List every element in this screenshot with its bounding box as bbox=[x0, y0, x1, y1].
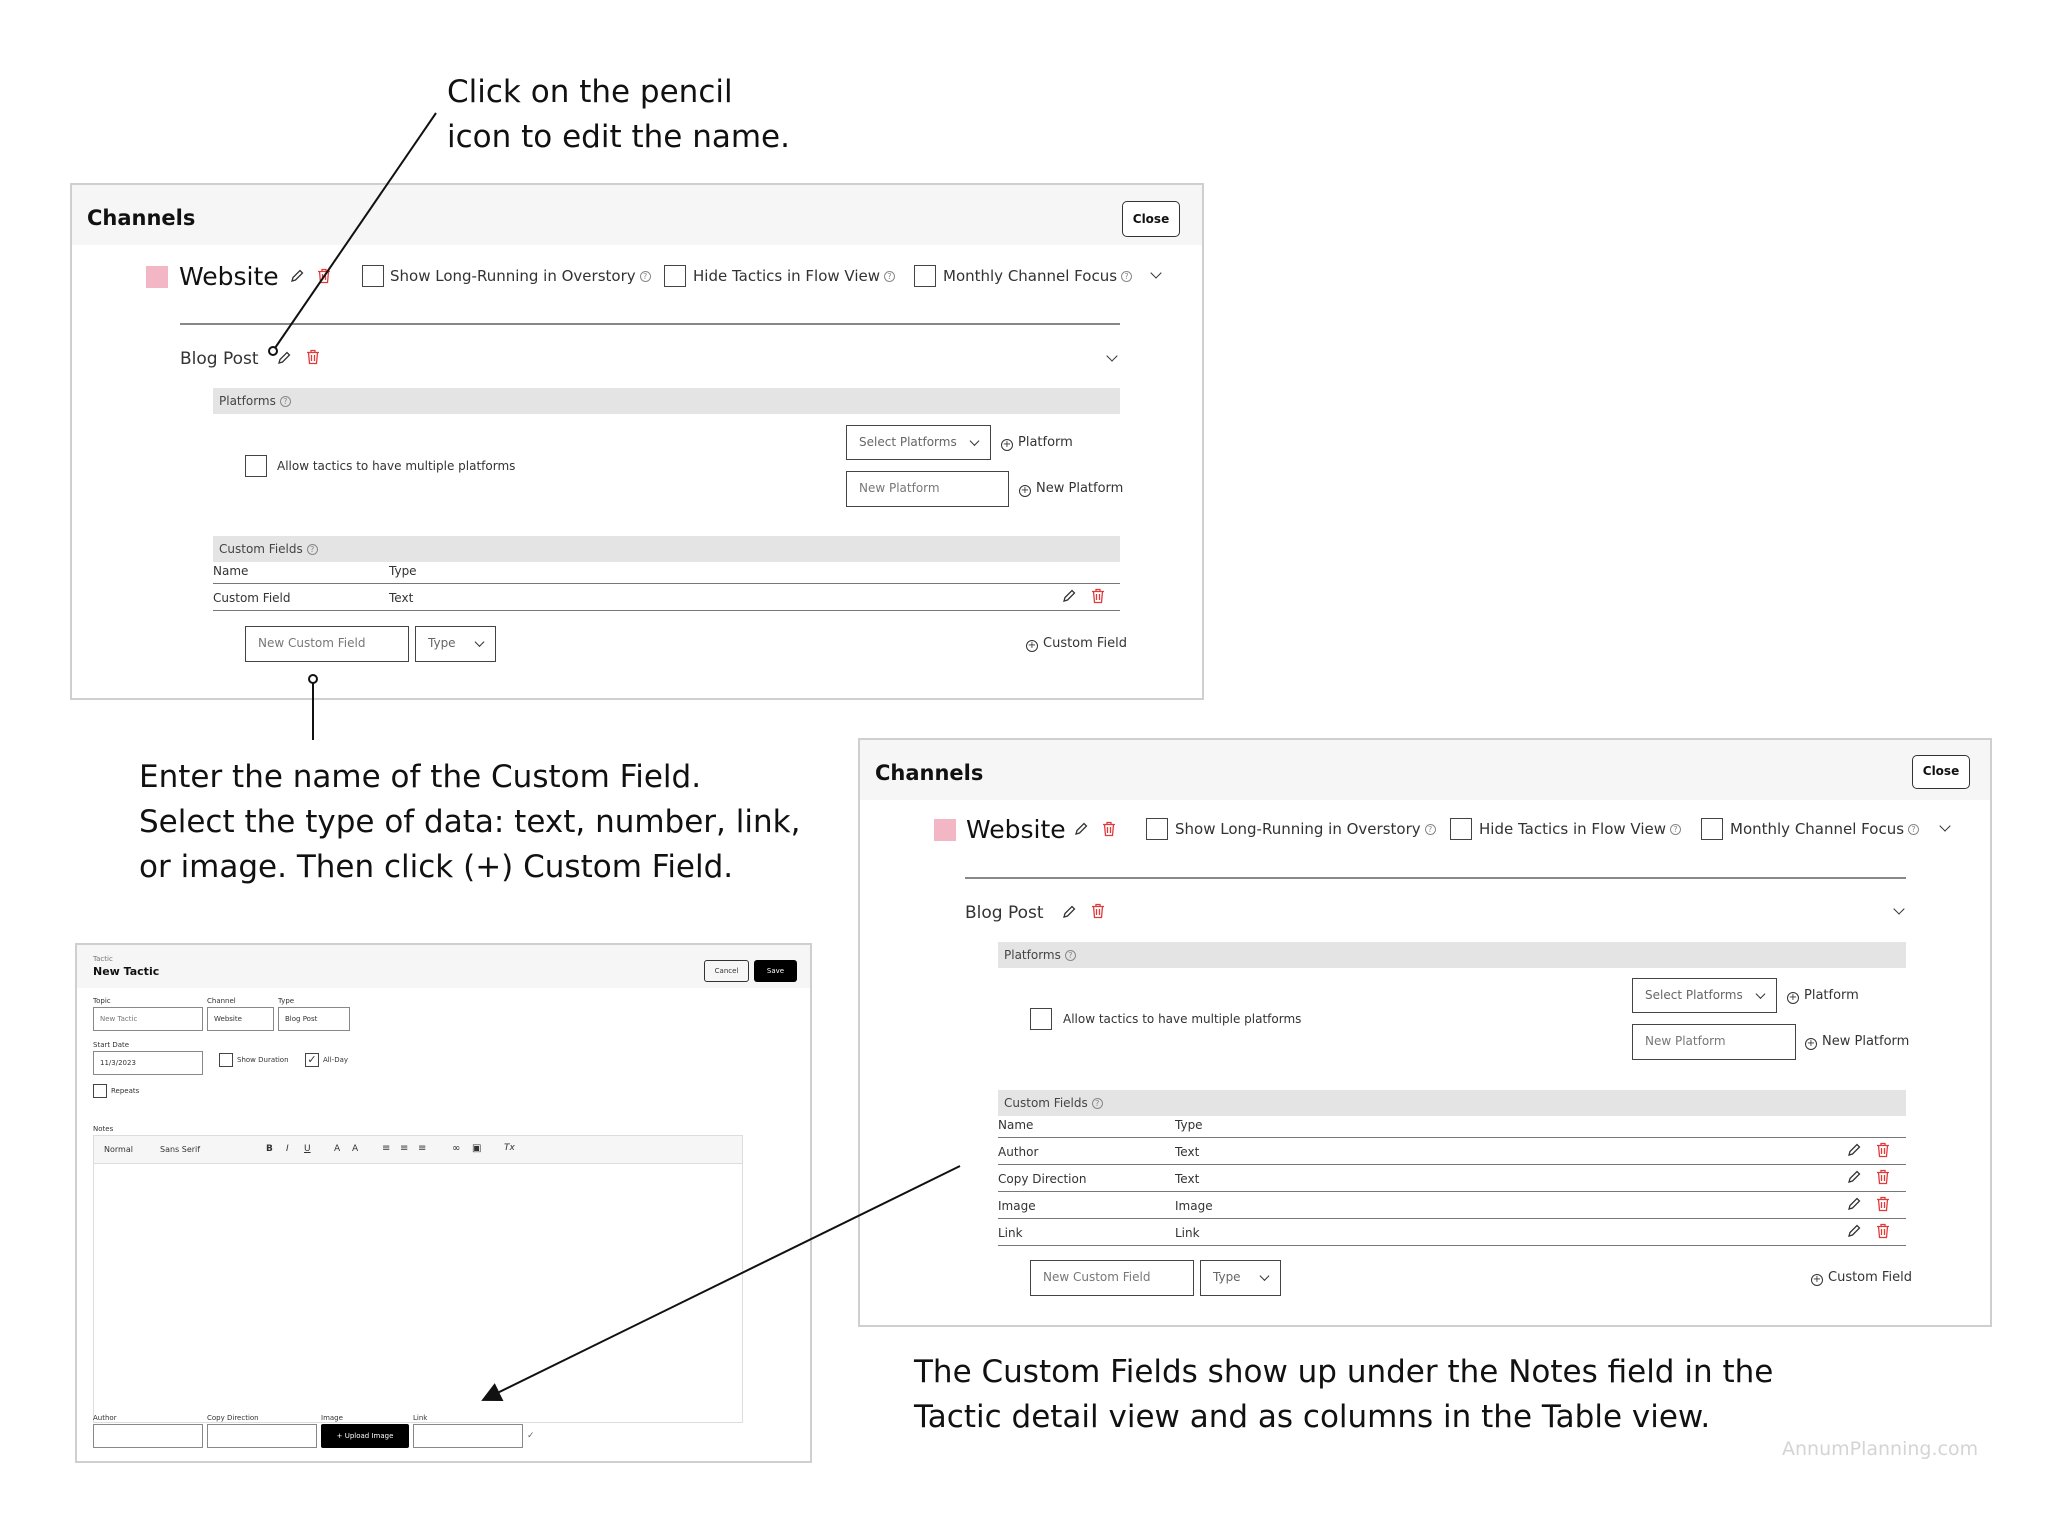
all-day-checkbox[interactable]: ✓ bbox=[305, 1053, 319, 1067]
custom-field-type-dropdown[interactable]: Type bbox=[1200, 1260, 1281, 1296]
align-icon[interactable]: ≡ bbox=[418, 1143, 427, 1154]
result-tip-line-1: The Custom Fields show up under the Notes field in the bbox=[914, 1354, 1774, 1390]
tactic-title: New Tactic bbox=[93, 965, 160, 978]
panel-title: Channels bbox=[87, 206, 196, 230]
pencil-callout-line bbox=[275, 113, 436, 348]
ordered-list-icon[interactable]: ≡ bbox=[382, 1143, 391, 1154]
help-icon[interactable]: ? bbox=[1121, 271, 1132, 282]
topic-label: Topic bbox=[93, 997, 111, 1005]
help-icon[interactable]: ? bbox=[1425, 824, 1436, 835]
image-label: Image bbox=[321, 1414, 343, 1422]
custom-fields-header: Custom Fields ? bbox=[213, 536, 1120, 562]
type-select[interactable]: Blog Post bbox=[278, 1007, 350, 1031]
column-header-type: Type bbox=[389, 564, 417, 578]
result-tip-line-2: Tactic detail view and as columns in the Table view. bbox=[914, 1399, 1711, 1435]
link-icon[interactable]: ∞ bbox=[452, 1143, 461, 1154]
new-platform-input[interactable]: New Platform bbox=[1632, 1024, 1796, 1060]
watermark: AnnumPlanning.com bbox=[1782, 1438, 1979, 1460]
platforms-header: Platforms ? bbox=[213, 388, 1120, 414]
channel-label: Channel bbox=[207, 997, 236, 1005]
hide-tactics-label: Hide Tactics in Flow View ? bbox=[1479, 820, 1681, 838]
custom-field-name: Image bbox=[998, 1199, 1036, 1213]
custom-field-name: Custom Field bbox=[213, 591, 291, 605]
help-icon[interactable]: ? bbox=[640, 271, 651, 282]
author-label: Author bbox=[93, 1414, 117, 1422]
custom-field-type: Link bbox=[1175, 1226, 1200, 1240]
select-platforms-dropdown[interactable]: Select Platforms bbox=[1632, 978, 1777, 1013]
new-platform-input[interactable]: New Platform bbox=[846, 471, 1009, 507]
plus-circle-icon: + bbox=[1788, 992, 1798, 1003]
plus-circle-icon: + bbox=[1806, 1038, 1816, 1049]
repeats-label: Repeats bbox=[111, 1087, 140, 1095]
upload-image-button[interactable]: + Upload Image bbox=[321, 1424, 409, 1448]
plus-circle-icon: + bbox=[1020, 485, 1030, 496]
monthly-focus-label: Monthly Channel Focus ? bbox=[943, 267, 1132, 285]
multiple-platforms-label: Allow tactics to have multiple platforms bbox=[277, 459, 516, 473]
custom-field-tip-line-3: or image. Then click (+) Custom Field. bbox=[139, 849, 734, 885]
close-button[interactable]: Close bbox=[1122, 201, 1180, 237]
start-date-input[interactable]: 11/3/2023 bbox=[93, 1051, 203, 1075]
help-icon[interactable]: ? bbox=[1908, 824, 1919, 835]
hide-tactics-label: Hide Tactics in Flow View ? bbox=[693, 267, 895, 285]
help-icon[interactable]: ? bbox=[1670, 824, 1681, 835]
bullet-list-icon[interactable]: ≡ bbox=[400, 1143, 409, 1154]
tactic-type-name: Blog Post bbox=[965, 903, 1044, 923]
platforms-header: Platforms ? bbox=[998, 942, 1906, 968]
add-new-platform-button[interactable]: + New Platform bbox=[1806, 1034, 1910, 1049]
new-custom-field-input[interactable]: New Custom Field bbox=[245, 626, 409, 662]
font-select[interactable]: Sans Serif bbox=[160, 1145, 201, 1154]
custom-field-type-dropdown[interactable]: Type bbox=[415, 626, 496, 662]
pencil-tip-line-1: Click on the pencil bbox=[447, 74, 733, 110]
bold-icon[interactable]: B bbox=[266, 1144, 273, 1154]
long-running-label: Show Long-Running in Overstory ? bbox=[1175, 820, 1436, 838]
custom-field-name: Copy Direction bbox=[998, 1172, 1087, 1186]
underline-icon[interactable]: U bbox=[304, 1144, 311, 1154]
cancel-button[interactable]: Cancel bbox=[704, 960, 749, 982]
help-icon[interactable]: ? bbox=[307, 544, 318, 555]
highlight-icon[interactable]: A bbox=[352, 1144, 359, 1154]
custom-field-callout-dot bbox=[309, 675, 317, 683]
monthly-focus-label: Monthly Channel Focus ? bbox=[1730, 820, 1919, 838]
custom-field-type: Text bbox=[389, 591, 414, 605]
column-header-name: Name bbox=[213, 564, 249, 578]
custom-field-name: Link bbox=[998, 1226, 1023, 1240]
channel-select[interactable]: Website bbox=[207, 1007, 274, 1031]
close-button[interactable]: Close bbox=[1912, 755, 1970, 789]
format-select[interactable]: Normal bbox=[104, 1145, 133, 1154]
plus-circle-icon: + bbox=[1812, 1274, 1822, 1285]
type-label: Type bbox=[278, 997, 295, 1005]
panel-title: Channels bbox=[875, 761, 984, 785]
add-custom-field-button[interactable]: + Custom Field bbox=[1027, 636, 1127, 651]
tactic-type-name: Blog Post bbox=[180, 349, 259, 369]
multiple-platforms-label: Allow tactics to have multiple platforms bbox=[1063, 1012, 1302, 1026]
pencil-callout-dot bbox=[269, 347, 277, 355]
help-icon[interactable]: ? bbox=[1065, 950, 1076, 961]
notes-label: Notes bbox=[93, 1125, 114, 1133]
result-callout-arrow bbox=[483, 1166, 960, 1400]
add-custom-field-button[interactable]: + Custom Field bbox=[1812, 1270, 1912, 1285]
add-new-platform-button[interactable]: + New Platform bbox=[1020, 481, 1124, 496]
custom-fields-header: Custom Fields ? bbox=[998, 1090, 1906, 1116]
copy-direction-label: Copy Direction bbox=[207, 1414, 259, 1422]
start-date-label: Start Date bbox=[93, 1041, 130, 1049]
plus-circle-icon: + bbox=[1002, 439, 1012, 450]
column-header-type: Type bbox=[1175, 1118, 1203, 1132]
tactic-kicker: Tactic bbox=[93, 955, 113, 963]
topic-input[interactable]: New Tactic bbox=[93, 1007, 203, 1031]
plus-circle-icon: + bbox=[1027, 640, 1037, 651]
image-icon[interactable]: ▣ bbox=[472, 1143, 482, 1154]
check-icon: ✓ bbox=[527, 1431, 535, 1441]
help-icon[interactable]: ? bbox=[280, 396, 291, 407]
custom-field-name: Author bbox=[998, 1145, 1039, 1159]
custom-field-type: Text bbox=[1175, 1145, 1200, 1159]
column-header-name: Name bbox=[998, 1118, 1034, 1132]
select-platforms-dropdown[interactable]: Select Platforms bbox=[846, 425, 991, 460]
all-day-label: All-Day bbox=[323, 1056, 349, 1064]
show-duration-label: Show Duration bbox=[237, 1056, 289, 1064]
custom-field-type: Text bbox=[1175, 1172, 1200, 1186]
new-custom-field-input[interactable]: New Custom Field bbox=[1030, 1260, 1194, 1296]
link-label: Link bbox=[413, 1414, 428, 1422]
channel-name: Website bbox=[179, 262, 279, 291]
clear-format-icon[interactable]: Tx bbox=[504, 1143, 515, 1153]
pencil-tip-line-2: icon to edit the name. bbox=[447, 119, 790, 155]
channel-name: Website bbox=[966, 815, 1066, 844]
custom-field-tip-line-2: Select the type of data: text, number, link, bbox=[139, 804, 801, 840]
custom-field-type: Image bbox=[1175, 1199, 1213, 1213]
save-button[interactable]: Save bbox=[754, 960, 797, 982]
italic-icon[interactable]: I bbox=[286, 1144, 289, 1154]
long-running-label: Show Long-Running in Overstory ? bbox=[390, 267, 651, 285]
text-color-icon[interactable]: A bbox=[334, 1144, 341, 1154]
custom-field-tip-line-1: Enter the name of the Custom Field. bbox=[139, 759, 702, 795]
add-platform-button[interactable]: + Platform bbox=[1002, 435, 1073, 450]
help-icon[interactable]: ? bbox=[1092, 1098, 1103, 1109]
add-platform-button[interactable]: + Platform bbox=[1788, 988, 1859, 1003]
help-icon[interactable]: ? bbox=[884, 271, 895, 282]
